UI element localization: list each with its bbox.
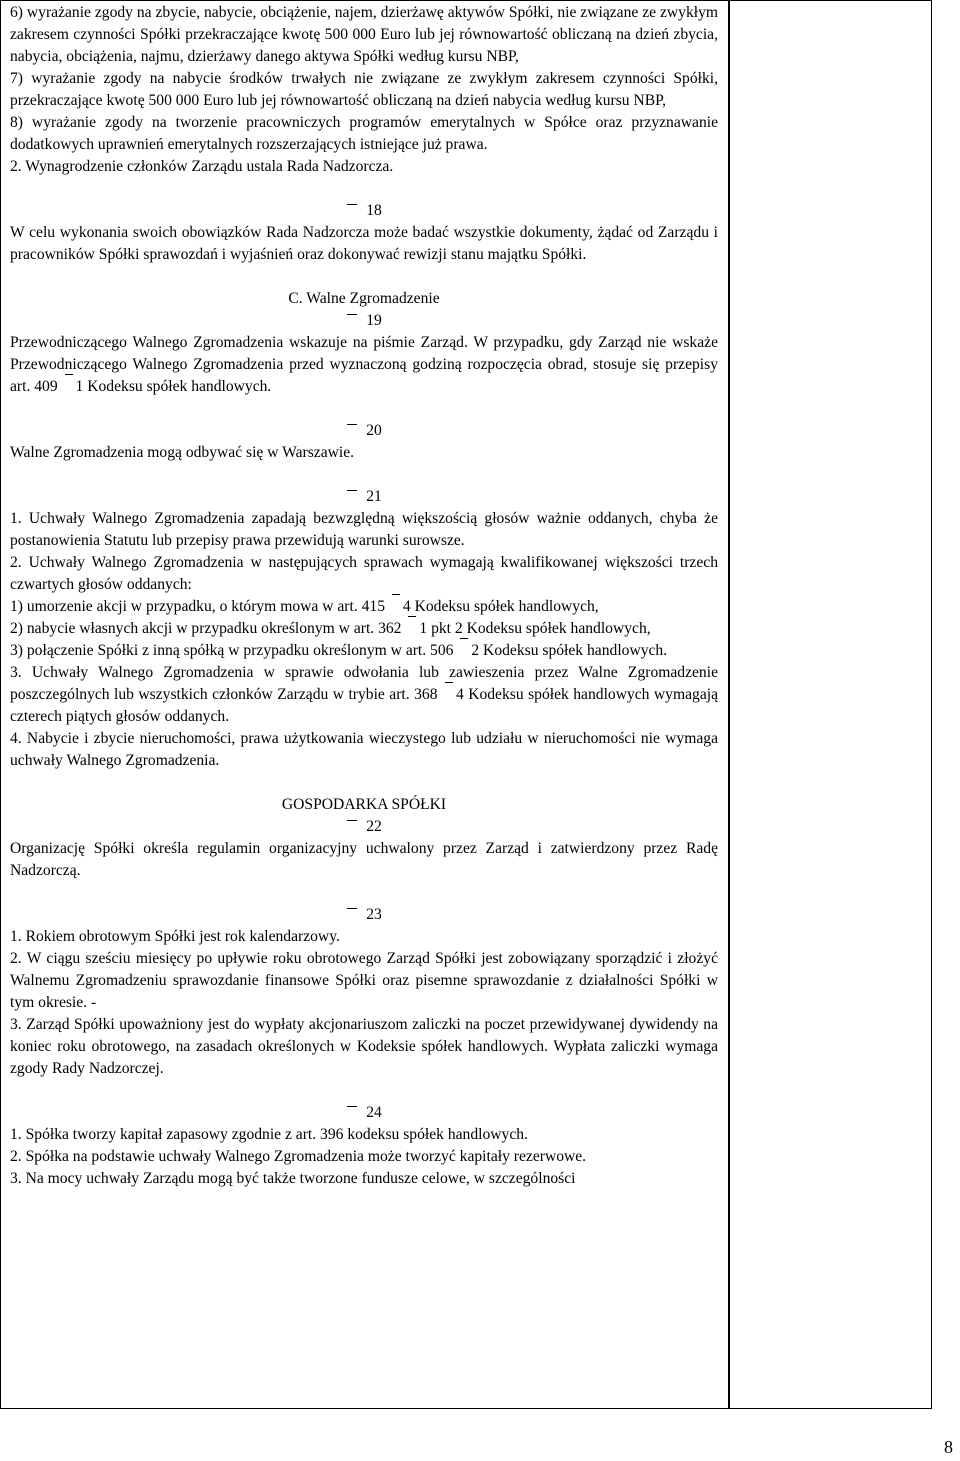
section-symbol-icon [407,621,417,633]
section-heading [10,200,718,222]
spacer [10,178,718,200]
paragraph: 3. Zarząd Spółki upoważniony jest do wypłaty akcjonariuszom zaliczki na poczet przewidywanej dywidendy na koniec roku obrotowego, na zasadach określonych w Kodeksie spółek handlowych. Wypłata zaliczki wymaga zgody Rady Nadzorczej. [10,1016,718,1077]
paragraph: Organizację Spółki określa regulamin organizacyjny uchwalony przez Zarząd i zatwierdzony przez Radę Nadzorczą. [10,840,718,879]
paragraph: 8) wyrażanie zgody na tworzenie pracowniczych programów emerytalnych w Spółce oraz przyznawanie dodatkowych uprawnień emerytalnych rozszerzających istniejące już prawa. [10,114,718,153]
paragraph: 2. W ciągu sześciu miesięcy po upływie roku obrotowego Zarząd Spółki jest zobowiązany sporządzić i złożyć Walnemu Zgromadzeniu sprawozdanie finansowe Spółki oraz pisemne sprawozdanie z działalności Spółki w tym okresie. - [10,950,718,1011]
paragraph [10,640,718,662]
chapter-heading: C. Walne Zgromadzenie [288,290,440,307]
section-heading [10,310,718,332]
section-symbol-icon [391,599,401,611]
section-heading [10,904,718,926]
paragraph: 2. Uchwały Walnego Zgromadzenia w następujących sprawach wymagają kwalifikowanej większości trzech czwartych głosów oddanych: [10,554,718,593]
paragraph: 1. Uchwały Walnego Zgromadzenia zapadają bezwzględną większością głosów ważnie oddanych, chyba że postanowienia Statutu lub przepisy prawa przewidują warunki surowsze. [10,510,718,549]
spacer [10,398,718,420]
paragraph [10,596,718,618]
spacer [10,1080,718,1102]
section-symbol-icon [346,1102,358,1124]
spacer [10,266,718,288]
paragraph: 4. Nabycie i zbycie nieruchomości, prawa użytkowania wieczystego lub udziału w nieruchomości nie wymaga uchwały Walnego Zgromadzenia. [10,730,718,769]
paragraph: 3. Na mocy uchwały Zarządu mogą być także tworzone fundusze celowe, w szczególności [10,1170,576,1187]
section-number: 19 [366,312,382,329]
paragraph: Walne Zgromadzenia mogą odbywać się w Warszawie. [10,444,355,461]
paragraph-text: 2 Kodeksu spółek handlowych. [471,642,668,659]
paragraph-text: 3) połączenie Spółki z inną spółką w przypadku określonym w art. 506 [10,642,458,659]
paragraph [10,618,718,640]
section-symbol-icon [346,486,358,508]
section-number: 18 [366,202,382,219]
paragraph-text: Przewodniczącego Walnego Zgromadzenia wskazuje na piśmie Zarząd. W przypadku, gdy Zarząd nie wskaże Przewodniczącego Walnego Zgromadzenia przed wyznaczoną godziną rozpoczęcia obrad, stosuje się przepisy art. 409 [10,334,718,395]
section-symbol-icon [346,310,358,332]
section-number: 20 [366,422,382,439]
page-number: 8 [944,1437,953,1457]
paragraph: 2. Spółka na podstawie uchwały Walnego Zgromadzenia może tworzyć kapitały rezerwowe. [10,1148,587,1165]
column-divider [728,0,730,1409]
paragraph-text: 4 Kodeksu spółek handlowych, [402,598,599,615]
section-number: 24 [366,1104,382,1121]
section-symbol-icon [346,904,358,926]
spacer [10,464,718,486]
section-number: 23 [366,906,382,923]
section-symbol-icon [459,643,469,655]
document-body [10,2,718,1190]
spacer [10,882,718,904]
section-symbol-icon [346,816,358,838]
spacer [10,772,718,794]
paragraph: 2. Wynagrodzenie członków Zarządu ustala Rada Nadzorcza. [10,158,394,175]
paragraph-text: 3. Uchwały Walnego Zgromadzenia w sprawie odwołania lub zawieszenia przez Walne Zgromadzenie poszczególnych lub wszystkich członków Zarządu w trybie art. 368 [10,664,718,703]
section-number: 21 [366,488,382,505]
section-symbol-icon [444,687,454,699]
paragraph [10,332,718,398]
paragraph-text: 1 Kodeksu spółek handlowych. [75,378,272,395]
section-heading [10,816,718,838]
section-heading [10,420,718,442]
paragraph: 7) wyrażanie zgody na nabycie środków trwałych nie związane ze zwykłym zakresem czynności Spółki, przekraczające kwotę 500 000 Euro lub jej równowartość obliczaną na dzień nabycia według kursu NBP, [10,70,718,109]
paragraph-text: 2) nabycie własnych akcji w przypadku określonym w art. 362 [10,620,406,637]
section-symbol-icon [346,420,358,442]
paragraph-text: 1 pkt 2 Kodeksu spółek handlowych, [419,620,651,637]
paragraph: 1. Spółka tworzy kapitał zapasowy zgodnie z art. 396 kodeksu spółek handlowych. [10,1126,528,1143]
paragraph-text: 1) umorzenie akcji w przypadku, o którym mowa w art. 415 [10,598,389,615]
chapter-heading: GOSPODARKA SPÓŁKI [281,796,447,813]
paragraph [10,662,718,728]
paragraph-text: 4 Kodeksu spółek handlowych wymagają czterech piątych głosów oddanych. [10,686,719,725]
paragraph: 6) wyrażanie zgody na zbycie, nabycie, obciążenie, najem, dzierżawę aktywów Spółki, nie związane ze zwykłym zakresem czynności Spółki przekraczające kwotę 500 000 Euro lub jej równowartość obliczaną na dzień zbycia, nabycia, obciążenia, najmu, dzierżawy danego aktywa Spółki według kursu NBP, [10,4,718,65]
paragraph: W celu wykonania swoich obowiązków Rada Nadzorcza może badać wszystkie dokumenty, żądać od Zarządu i pracowników Spółki sprawozdań i wyjaśnień oraz dokonywać rewizji stanu majątku Spółki. [10,224,718,263]
section-symbol-icon [346,200,358,222]
section-heading [10,1102,718,1124]
section-heading [10,486,718,508]
section-symbol-icon [64,379,74,391]
section-number: 22 [366,818,382,835]
paragraph: 1. Rokiem obrotowym Spółki jest rok kalendarzowy. [10,928,340,945]
